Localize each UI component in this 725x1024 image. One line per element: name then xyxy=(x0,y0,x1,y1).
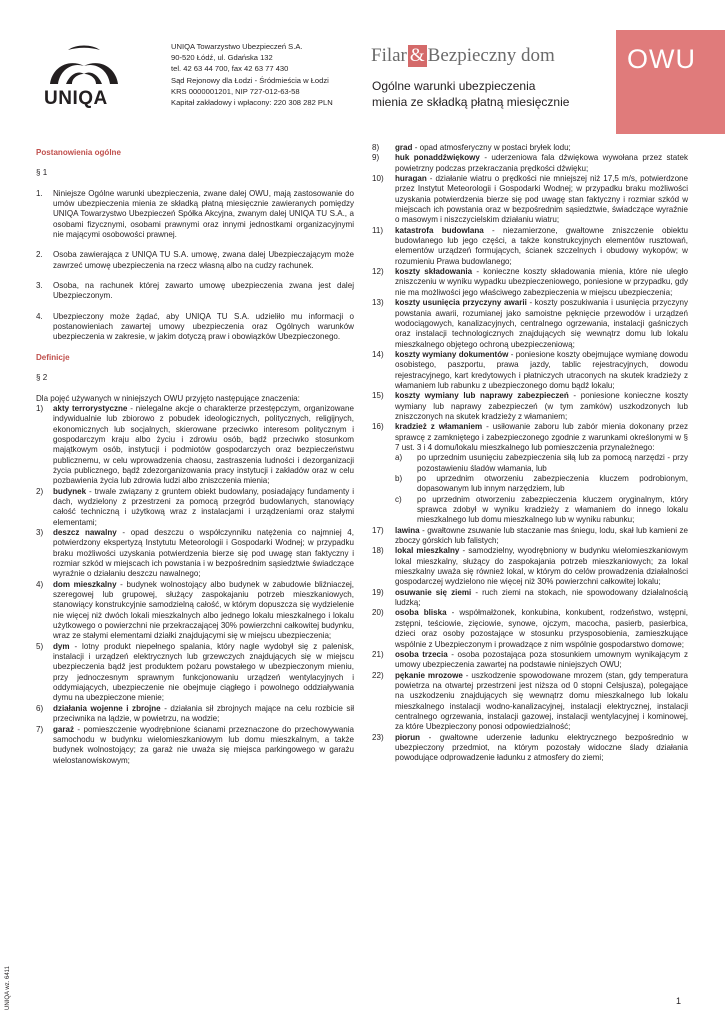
definition-term: huk ponaddźwiękowy xyxy=(395,153,480,163)
owu-badge xyxy=(616,30,725,134)
provision-item xyxy=(36,281,354,302)
definition-text xyxy=(395,174,688,226)
company-line: Sąd Rejonowy dla Łodzi - Śródmieścia w Łodzi xyxy=(171,75,329,85)
item-text: po uprzednim otworzeniu zabezpieczenia kluczem podrobionym, dopasowanym lub innym narzędziem, lub xyxy=(417,474,688,494)
definition-item xyxy=(372,526,688,547)
definition-body: - ruch ziemi na stokach, nie spowodowany działalnością ludzką; xyxy=(395,587,688,608)
definition-body: - samodzielny, wyodrębniony w budynku wielomieszkaniowym lokal mieszkalny, służący do zaspokajania potrzeb mieszkaniowych; za lokal mieszkalny uważa się również lokal, w którym do celów prowadzenia działalności gospodarczej wydzielono nie więcej niż 30% powierzchni całkowitej lokalu; xyxy=(395,546,688,587)
definition-term: budynek xyxy=(53,486,87,496)
item-number: 10) xyxy=(372,174,384,184)
definition-term: koszty wymiany dokumentów xyxy=(395,349,509,359)
right-column xyxy=(372,143,688,764)
definition-text xyxy=(395,267,688,298)
definition-text xyxy=(395,143,688,153)
definition-text xyxy=(395,153,688,174)
item-number: 17) xyxy=(372,525,384,535)
definition-item xyxy=(36,528,354,580)
item-text: Niniejsze Ogólne warunki ubezpieczenia, zwane dalej OWU, mają zastosowanie do umów ubezpieczenia mienia ze składką płatną miesięcznie zawieranych pomiędzy UNIQA Towarzystwo Ubezpieczeń Spółka Akcyjna, zwanym dalej UNIQA TU S.A., a osobami fizycznymi, osobami prawnymi oraz innymi jednostkami organizacyjnymi nie mającymi osobowości prawnej. xyxy=(53,188,354,240)
definition-text xyxy=(395,671,688,733)
item-number: 15) xyxy=(372,391,384,401)
document-subtitle xyxy=(372,78,569,110)
item-number: 3. xyxy=(36,281,43,291)
definition-text xyxy=(53,487,354,528)
definition-text xyxy=(395,226,688,267)
definition-term: piorun xyxy=(395,732,421,742)
item-number: 19) xyxy=(372,587,384,597)
item-number: 13) xyxy=(372,298,384,308)
item-number: 2) xyxy=(36,486,44,496)
definition-body: - osoba pozostająca poza stosunkiem umownym wynikającym z umowy ubezpieczenia zawartej na podstawie niniejszych OWU; xyxy=(395,649,688,670)
item-number: 5) xyxy=(36,641,44,651)
item-text: po uprzednim usunięciu zabezpieczenia siłą lub za pomocą narzędzi - przy pozostawieniu śladów włamania, lub xyxy=(417,453,688,473)
definition-body: - pomieszczenie wyodrębnione ścianami przeznaczone do przechowywania samochodu w budynku wielomieszkaniowym lub domu mieszkalnym, a także budynek wolnostojący; za garaż nie uważa się miejsca parkingowego w garażu wielostanowiskowym; xyxy=(53,724,354,765)
definition-text xyxy=(395,733,688,764)
definition-body: - lotny produkt niepełnego spalania, który nagle wydobył się z palenisk, instalacji i urządzeń elektrycznych lub grzewczych znajdujących się w miejscu ubezpieczenia bądź jest produktem pożaru powstałego w ubezpieczonym mieniu, przy jednoczesnym sprawnym funkcjonowaniu urządzeń wentylacyjnych i oddymiających, ubezpieczenie nie obejmuje ciągłego i powolnego oddziaływania dymu na ubezpieczone mienie; xyxy=(53,641,354,703)
paragraph-symbol: § 2 xyxy=(36,373,48,383)
definition-term: osoba trzecia xyxy=(395,649,448,659)
logo-text: UNIQA xyxy=(44,88,108,109)
definition-item xyxy=(372,174,688,226)
definition-term: grad xyxy=(395,143,413,152)
definition-item xyxy=(372,588,688,609)
definition-body: - współmałżonek, konkubina, konkubent, rodzeństwo, wstępni, zstępni, teściowie, zięciowie, synowe, ojczym, macocha, pasierb, pasierbica, dzieci oraz osoby pozostające w stosunku przysposobienia, zamieszkujące wspólnie z Ubezpieczonym i prowadzące z nim wspólnie gospodarstwo domowe; xyxy=(395,608,688,649)
definition-item xyxy=(372,391,688,422)
definition-term: koszty usunięcia przyczyny awarii xyxy=(395,298,527,308)
definition-item xyxy=(372,671,688,733)
sub-item xyxy=(372,453,688,474)
provision-item xyxy=(36,312,354,343)
item-number: 14) xyxy=(372,349,384,359)
item-letter: b) xyxy=(395,474,403,483)
left-column xyxy=(36,148,354,766)
definition-term: garaż xyxy=(53,724,75,734)
item-number: 23) xyxy=(372,732,384,742)
definition-body: - koszty poszukiwania i usunięcia przyczyny powstania awarii, rozumianej jako samoistne pęknięcie przewodów i urządzeń wodociągowych, kanalizacyjnych, centralnego ogrzewania, instalacji gaśniczych oraz instalacji technologicznych znajdujących się wewnątrz domu lub lokalu mieszkalnego objętego ochroną ubezpieczeniową; xyxy=(395,298,689,349)
definition-item xyxy=(36,487,354,528)
definition-text xyxy=(395,391,688,422)
item-number: 4) xyxy=(36,579,44,589)
definition-text xyxy=(53,704,354,725)
definition-text xyxy=(53,528,354,580)
definition-item xyxy=(372,267,688,298)
product-name-b: Bezpieczny dom xyxy=(427,45,555,66)
page-number: 1 xyxy=(676,996,682,1006)
item-number: 11) xyxy=(372,225,384,235)
definition-text xyxy=(53,725,354,766)
subtitle-line: mienia ze składką płatną miesięcznie xyxy=(372,95,570,109)
definition-item xyxy=(372,226,688,267)
product-ampersand: & xyxy=(409,45,425,66)
item-letter: c) xyxy=(395,494,402,504)
definition-body: - niezamierzone, gwałtowne zniszczenie obiektu budowlanego lub jego części, a także konstrukcyjnych elementów rusztowań, elementów urządzeń formujących, ścianek szczelnych i obudowy wykopów; w rozumieniu Prawa budowlanego; xyxy=(395,225,688,266)
definition-term: deszcz nawalny xyxy=(53,527,117,537)
definition-item xyxy=(36,580,354,642)
definitions-list xyxy=(36,404,354,766)
definition-item xyxy=(36,704,354,725)
item-text: po uprzednim otworzeniu zabezpieczenia kluczem oryginalnym, który sprawca zdobył w wyniku kradzieży z włamaniem do innego lokalu mieszkalnego lub domu mieszkalnego lub w wyniku rabunku; xyxy=(417,494,688,525)
definition-item xyxy=(372,153,688,174)
sub-item xyxy=(372,495,688,526)
item-number: 16) xyxy=(372,422,384,432)
section-heading: Definicje xyxy=(36,352,70,362)
item-text: Ubezpieczony może żądać, aby UNIQA TU S.A. udzieliło mu informacji o postanowieniach zawartej umowy ubezpieczenia oraz Ogólnych warunków ubezpieczenia w zakresie, w jakim dotyczą praw i obowiązków Ubezpieczonego. xyxy=(53,311,354,342)
definition-item xyxy=(372,650,688,671)
definition-term: dym xyxy=(53,641,70,651)
definitions-intro: Dla pojęć używanych w niniejszych OWU przyjęto następujące znaczenia: xyxy=(36,393,300,403)
company-line: Kapitał zakładowy i wpłacony: 220 308 282 PLN xyxy=(171,98,333,108)
definition-term: działania wojenne i zbrojne xyxy=(53,703,161,713)
definition-item xyxy=(372,143,688,153)
definition-term: lokal mieszkalny xyxy=(395,546,460,556)
definition-item xyxy=(372,733,688,764)
definition-body: - konieczne koszty składowania mienia, które nie uległo zniszczeniu w wyniku wypadku ubezpieczeniowego, poniesione w przypadku, gdy nie ma możliwości jego właściwego zabezpieczenia w miejscu ubezpieczenia; xyxy=(395,267,688,297)
sub-items-list xyxy=(372,453,688,525)
item-number: 22) xyxy=(372,670,384,680)
definition-body: - działania sił zbrojnych mające na celu rozbicie sił przeciwnika na lądzie, w powietrzu, na wodzie; xyxy=(53,703,354,724)
definition-body: - nielegalne akcje o charakterze przestępczym, organizowane indywidualnie lub zbiorowo z pobudek ideologicznych, politycznych, religijnych, ekonomicznych lub socjalnych, skierowane przeciwko interesom politycznym i gospodarczym kraju albo życiu i zdrowiu osób, bądź przeciwko stosunkom majątkowym osób, instytucji i podmiotów gospodarczych oraz bezpieczeństwu publicznemu, w celu wprowadzenia chaosu, zastraszenia ludności i dezorganizacji życia publicznego, bądź zdezorganizowania pracy instytucji i zakładów oraz w celu pozbawienia życia lub zdrowia ludzi albo zniszczenia mienia; xyxy=(53,403,354,486)
item-number: 18) xyxy=(372,546,384,556)
definition-text xyxy=(53,404,354,487)
definition-item xyxy=(372,546,688,587)
definition-term: lawina xyxy=(395,525,420,535)
item-number: 9) xyxy=(372,153,380,163)
definition-text xyxy=(395,588,688,609)
definition-term: kradzież z włamaniem xyxy=(395,422,483,432)
definition-text xyxy=(395,526,688,547)
company-line: KRS 0000001201, NIP 727-012-63-58 xyxy=(171,86,300,96)
definition-body: - budynek wolnostojący albo budynek w zabudowie bliźniaczej, szeregowej lub grupowej, służący zaspokajaniu potrzeb mieszkaniowych, stanowiący konstrukcyjnie samodzielną całość, w którym dopuszcza się wydzielenie nie więcej niż dwóch lokali mieszkalnych albo jednego lokalu mieszkalnego i lokalu użytkowego o powierzchni nie przekraczającej 30% powierzchni całkowitej budynku, wraz ze stałymi elementami działki znajdującymi się w miejscu ubezpieczenia; xyxy=(53,579,354,641)
item-number: 2. xyxy=(36,250,43,260)
item-number: 1. xyxy=(36,188,43,198)
item-number: 7) xyxy=(36,724,44,734)
section-heading: Postanowienia ogólne xyxy=(36,148,121,157)
definition-term: osoba bliska xyxy=(395,608,447,618)
definition-text xyxy=(395,650,688,671)
company-line: 90-520 Łódź, ul. Gdańska 132 xyxy=(171,53,273,63)
definition-term: pękanie mrozowe xyxy=(395,670,463,680)
definition-item xyxy=(36,404,354,487)
definition-text xyxy=(395,298,688,350)
company-info xyxy=(171,41,333,108)
product-name xyxy=(371,45,555,67)
definition-body: - uderzeniowa fala dźwiękowa wywołana przez statek powietrzny podczas przekraczania prędkości dźwięku; xyxy=(395,153,688,173)
product-name-a: Filar xyxy=(371,45,407,66)
definitions-list xyxy=(372,143,688,453)
item-number: 3) xyxy=(36,527,44,537)
definition-body: - działanie wiatru o prędkości nie mniejszej niż 17,5 m/s, potwierdzone przez Instytut Meteorologii i Gospodarki Wodnej; w przypadku braku możliwości uzyskania potwierdzenia bierze się pod uwagę stan faktyczny i rozmiar szkód w miejscach ich powstania oraz w bezpośrednim sąsiedztwie, świadczące wyraźnie o masowym i niszczycielskim działaniu wiatru; xyxy=(395,174,688,225)
item-number: 4. xyxy=(36,311,43,321)
definition-body: - uszkodzenie spowodowane mrozem (stan, gdy temperatura powietrza na otwartej przestrzeni jest niższa od 0 stopni Celsjusza), polegające na uszkodzeniu znajdujących się wewnątrz domu mieszkalnego lub lokalu mieszkalnego instalacji wodno-kanalizacyjnej, instalacji elektrycznej, instalacji centralnego ogrzewania, instalacji gazowej, instalacji wentylacyjnej i kominowej, za które Ubezpieczony ponosi odpowiedzialność; xyxy=(395,670,688,732)
definition-body: - poniesione konieczne koszty wymiany lub naprawy zabezpieczeń (w tym zamków) uszkodzonych lub zniszczonych na skutek kradzieży z włamaniem; xyxy=(395,391,688,421)
definition-text xyxy=(53,642,354,704)
company-line: UNIQA Towarzystwo Ubezpieczeń S.A. xyxy=(171,42,303,51)
definition-text xyxy=(395,350,688,391)
definition-body: - trwale związany z gruntem obiekt budowlany, posiadający fundamenty i dach, wydzielony z przestrzeni za pomocą przegród budowlanych, stanowiący całość techniczną i użytkową wraz z instalacjami i urządzeniami oraz stałymi elementami; xyxy=(53,486,354,527)
item-number: 1) xyxy=(36,403,44,413)
definition-body: - poniesione koszty obejmujące wymianę dowodu osobistego, paszportu, prawa jazdy, tablic rejestracyjnych, dowodu rejestracyjnego, kart kredytowych i płatniczych utraconych na skutek kradzieży z włamaniem lub rabunku z ubezpieczonego domu bądź lokalu; xyxy=(395,349,688,390)
item-number: 21) xyxy=(372,649,384,659)
definition-item xyxy=(36,725,354,766)
provision-item xyxy=(36,250,354,271)
company-line: tel. 42 63 44 700, fax 42 63 77 430 xyxy=(171,64,289,74)
definition-body: - gwałtowne uderzenie ładunku elektrycznego bezpośrednio w ubezpieczony przedmiot, na którym pozostały widoczne ślady działania powodujące odprowadzenie ładunku z atmosfery do ziemi; xyxy=(395,732,688,763)
definition-text xyxy=(395,608,688,649)
definition-item xyxy=(36,642,354,704)
form-code: UNIQA wz. 6411 xyxy=(5,966,11,1010)
item-letter: a) xyxy=(395,453,403,463)
owu-badge-label: OWU xyxy=(627,44,696,74)
definitions-list xyxy=(372,526,688,764)
definition-body: - usiłowanie zaboru lub zabór mienia dokonany przez sprawcę z zamkniętego i zabezpieczonego zgodnie z warunkami określonymi w § 7 ust. 3 i 4 domu/lokalu mieszkalnego lub pomieszczenia przynależnego: xyxy=(395,422,688,452)
definition-body: - opad deszczu o współczynniku natężenia co najmniej 4, potwierdzony ekspertyzą Instytutu Meteorologii i Gospodarki Wodnej; w przypadku braku możliwości uzyskania potwierdzenia bierze się pod uwagę stan faktyczny i rozmiar szkód w miejscach ich powstania i w bezpośrednim sąsiedztwie świadczące wyraźnie o działaniu deszczu nawalnego; xyxy=(53,527,354,579)
definition-term: akty terrorystyczne xyxy=(53,403,128,413)
definition-item xyxy=(372,608,688,649)
definition-term: koszty wymiany lub naprawy zabezpieczeń xyxy=(395,391,569,401)
definition-item xyxy=(372,422,688,453)
item-text: Osoba zawierająca z UNIQA TU S.A. umowę, zwana dalej Ubezpieczającym może zawrzeć umowę ubezpieczenia na rzecz własną albo na cudzy rachunek. xyxy=(53,250,354,270)
definition-term: huragan xyxy=(395,174,427,184)
item-number: 12) xyxy=(372,267,384,277)
general-provisions-list xyxy=(36,189,354,343)
definition-body: - opad atmosferyczny w postaci bryłek lodu; xyxy=(412,143,571,152)
definition-term: katastrofa budowlana xyxy=(395,225,484,235)
definition-text xyxy=(395,422,688,453)
definition-item xyxy=(372,350,688,391)
item-text: Osoba, na rachunek której zawarto umowę ubezpieczenia zwana jest dalej Ubezpieczonym. xyxy=(53,281,354,301)
definition-term: osuwanie się ziemi xyxy=(395,587,472,597)
definition-text xyxy=(395,546,688,587)
provision-item xyxy=(36,189,354,241)
definition-body: - gwałtowne zsuwanie lub staczanie mas śniegu, lodu, skał lub kamieni ze zboczy górskich lub falistych; xyxy=(395,525,688,546)
definition-term: dom mieszkalny xyxy=(53,579,117,589)
item-number: 6) xyxy=(36,703,44,713)
definition-text xyxy=(53,580,354,642)
definition-item xyxy=(372,298,688,350)
subtitle-line: Ogólne warunki ubezpieczenia xyxy=(372,79,536,93)
definition-term: koszty składowania xyxy=(395,267,473,277)
paragraph-symbol: § 1 xyxy=(36,168,48,178)
item-number: 20) xyxy=(372,608,384,618)
sub-item xyxy=(372,474,688,495)
item-number: 8) xyxy=(372,143,380,152)
